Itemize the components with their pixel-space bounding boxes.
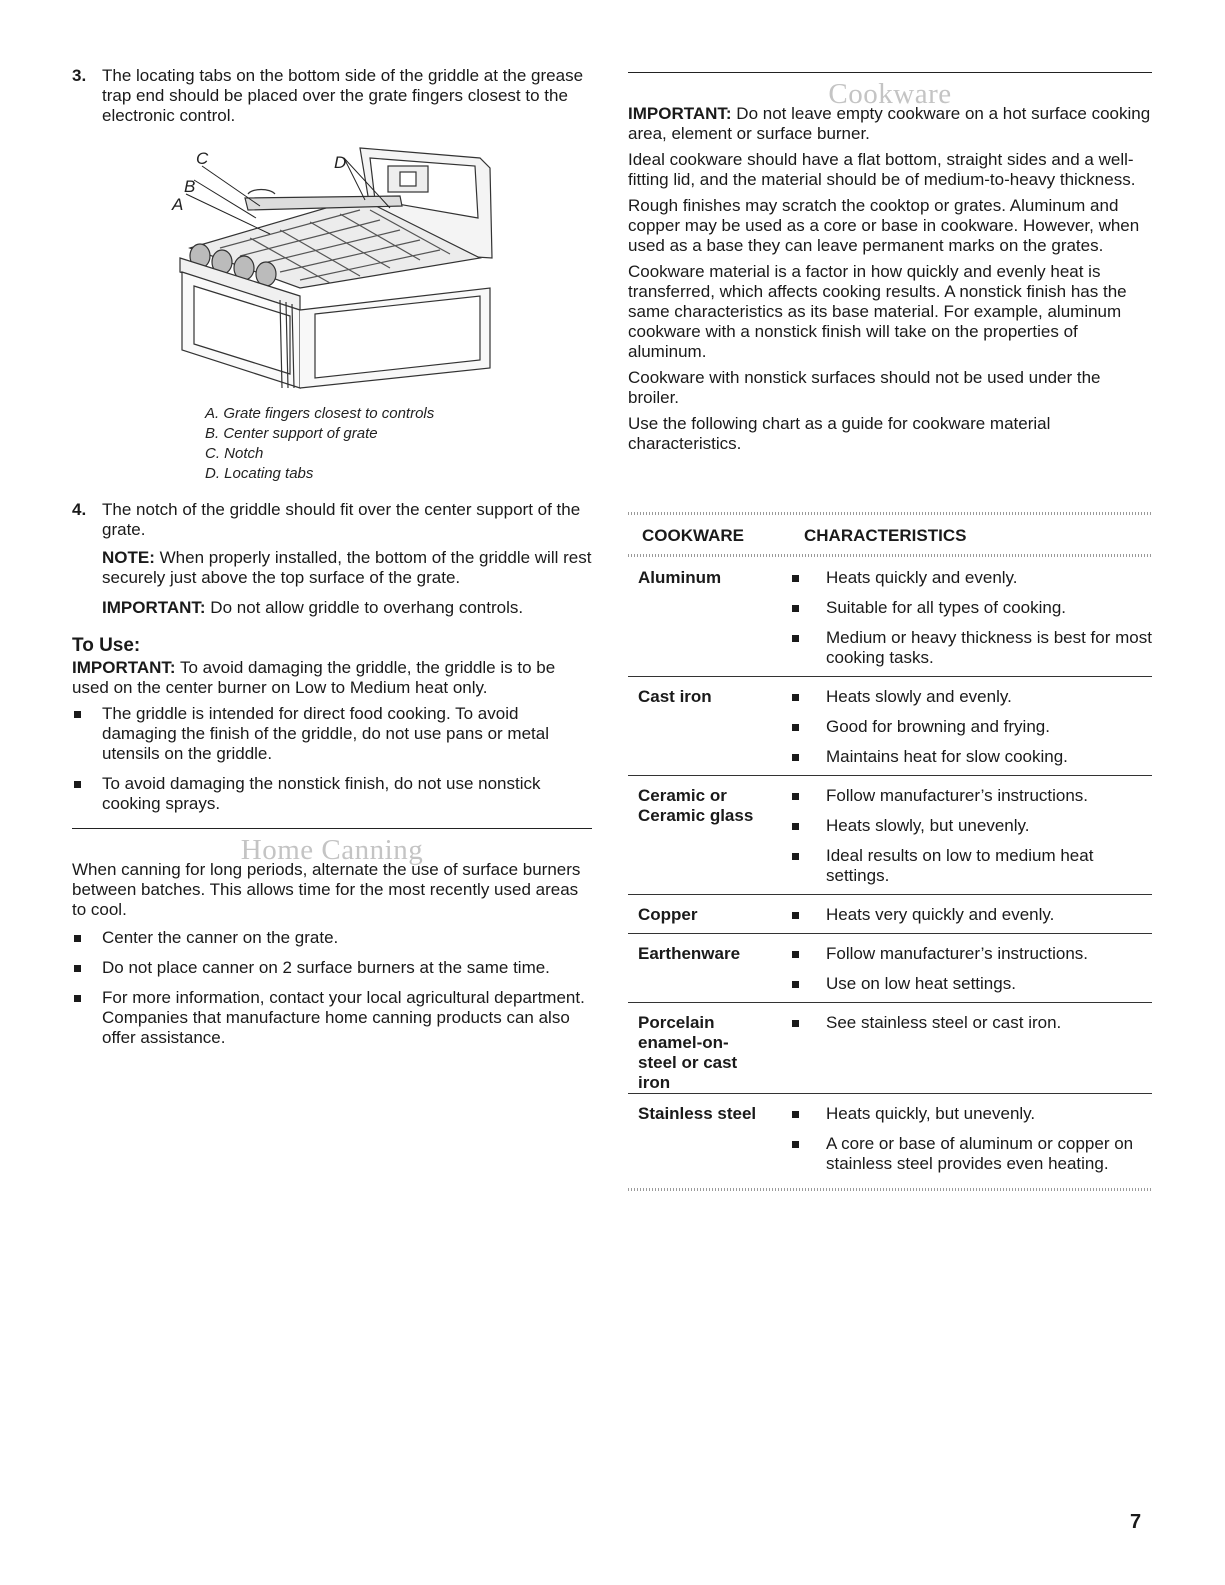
figure-label-c: C bbox=[196, 149, 209, 168]
characteristic: Good for browning and frying. bbox=[796, 717, 1152, 737]
characteristic: Medium or heavy thickness is best for most cooking tasks. bbox=[796, 628, 1152, 668]
characteristic: A core or base of aluminum or copper on stainless steel provides even heating. bbox=[796, 1134, 1152, 1174]
important-paragraph bbox=[102, 598, 592, 618]
table-header-characteristics: CHARACTERISTICS bbox=[804, 526, 967, 545]
home-canning-section bbox=[72, 834, 592, 1048]
important-label: IMPORTANT: bbox=[102, 598, 206, 617]
material-name: Cast iron bbox=[638, 687, 712, 706]
step-4 bbox=[72, 500, 592, 618]
characteristic: Ideal results on low to medium heat settings. bbox=[796, 846, 1152, 886]
step-number: 3. bbox=[72, 66, 87, 85]
page-number: 7 bbox=[1130, 1511, 1142, 1533]
figure-captions bbox=[205, 404, 505, 484]
step-text: The notch of the griddle should fit over the center support of the grate. bbox=[102, 500, 581, 539]
table-header-cookware: COOKWARE bbox=[642, 526, 744, 545]
material-name: Ceramic or Ceramic glass bbox=[638, 786, 754, 825]
section-divider bbox=[72, 828, 592, 829]
cookware-paragraph: Cookware with nonstick surfaces should not be used under the broiler. bbox=[628, 368, 1101, 407]
characteristic: Use on low heat settings. bbox=[796, 974, 1152, 994]
material-name: Copper bbox=[638, 905, 698, 924]
material-characteristics bbox=[796, 568, 1152, 668]
table-row bbox=[628, 776, 1152, 895]
caption-d: D. Locating tabs bbox=[205, 465, 314, 482]
cookware-paragraph: Ideal cookware should have a flat bottom, straight sides and a well-fitting lid, and the material should be of medium-to-heavy thickness. bbox=[628, 150, 1136, 189]
step-text: The locating tabs on the bottom side of the griddle at the grease trap end should be placed over the grate fingers closest to the electronic control. bbox=[102, 66, 584, 125]
table-row bbox=[628, 895, 1152, 934]
important-label: IMPORTANT: bbox=[72, 658, 176, 677]
cookware-section bbox=[628, 78, 1152, 454]
caption-a: A. Grate fingers closest to controls bbox=[205, 405, 435, 422]
home-canning-bullet: Center the canner on the grate. bbox=[72, 928, 592, 948]
cookware-paragraph: Cookware material is a factor in how quickly and evenly heat is transferred, which affects cooking results. A nonstick finish has the same characteristics as its base material. For example, aluminum cookware with a nonstick finish will take on the properties of aluminum. bbox=[628, 262, 1127, 361]
home-canning-bullet: Do not place canner on 2 surface burners at the same time. bbox=[72, 958, 592, 978]
table-row bbox=[628, 1094, 1152, 1182]
table-header-rule bbox=[628, 554, 1152, 557]
material-name: Earthenware bbox=[638, 944, 741, 963]
material-name: Porcelain enamel-on-steel or cast iron bbox=[638, 1013, 738, 1092]
characteristic: See stainless steel or cast iron. bbox=[796, 1013, 1152, 1033]
material-characteristics bbox=[796, 905, 1152, 925]
characteristic: Heats quickly and evenly. bbox=[796, 568, 1152, 588]
home-canning-title: Home Canning bbox=[240, 834, 424, 866]
table-row bbox=[628, 558, 1152, 677]
note-label: NOTE: bbox=[102, 548, 155, 567]
caption-c: C. Notch bbox=[205, 445, 264, 462]
figure-label-a: A bbox=[172, 195, 184, 214]
figure-label-b: B bbox=[184, 177, 196, 196]
cookware-paragraph: Use the following chart as a guide for cookware material characteristics. bbox=[628, 414, 1051, 453]
table-row bbox=[628, 677, 1152, 776]
section-divider bbox=[628, 72, 1152, 73]
characteristic: Follow manufacturer’s instructions. bbox=[796, 786, 1152, 806]
step-3 bbox=[72, 66, 592, 126]
cookware-paragraph: Rough finishes may scratch the cooktop or grates. Aluminum and copper may be used as a core or base in cookware. However, when used as a base they can leave permanent marks on the grates. bbox=[628, 196, 1140, 255]
important-text: Do not allow griddle to overhang controls. bbox=[205, 598, 524, 617]
note-paragraph bbox=[102, 548, 592, 588]
left-column bbox=[72, 66, 592, 126]
characteristic: Maintains heat for slow cooking. bbox=[796, 747, 1152, 767]
figure-label-d: D bbox=[334, 153, 347, 172]
to-use-heading: To Use: bbox=[72, 635, 141, 656]
to-use-important bbox=[72, 658, 592, 698]
home-canning-bullet: For more information, contact your local agricultural department. Companies that manufacture home canning products can also offer assistance. bbox=[72, 988, 592, 1048]
characteristic: Suitable for all types of cooking. bbox=[796, 598, 1152, 618]
table-row bbox=[628, 934, 1152, 1003]
material-characteristics bbox=[796, 944, 1152, 994]
step-4-block bbox=[72, 500, 592, 618]
to-use-section bbox=[72, 636, 592, 814]
characteristic: Heats slowly, but unevenly. bbox=[796, 816, 1152, 836]
characteristic: Heats very quickly and evenly. bbox=[796, 905, 1152, 925]
cookware-title: Cookware bbox=[828, 78, 952, 110]
material-characteristics bbox=[796, 1104, 1152, 1174]
griddle-illustration bbox=[160, 138, 510, 394]
important-text: Do not leave empty cookware on a hot surface cooking area, element or surface burner. bbox=[628, 104, 1151, 143]
material-characteristics bbox=[796, 1013, 1152, 1033]
material-characteristics bbox=[796, 687, 1152, 767]
home-canning-intro: When canning for long periods, alternate the use of surface burners between batches. This allows time for the most recently used areas to cool. bbox=[72, 860, 581, 919]
caption-b: B. Center support of grate bbox=[205, 425, 378, 442]
note-text: When properly installed, the bottom of the griddle will rest securely just above the top surface of the grate. bbox=[102, 548, 592, 587]
important-text: To avoid damaging the griddle, the griddle is to be used on the center burner on Low to Medium heat only. bbox=[72, 658, 556, 697]
to-use-bullet: The griddle is intended for direct food cooking. To avoid damaging the finish of the griddle, do not use pans or metal utensils on the griddle. bbox=[72, 704, 592, 764]
step-number: 4. bbox=[72, 500, 87, 519]
characteristic: Follow manufacturer’s instructions. bbox=[796, 944, 1152, 964]
material-name: Stainless steel bbox=[638, 1104, 757, 1123]
characteristic: Heats quickly, but unevenly. bbox=[796, 1104, 1152, 1124]
material-characteristics bbox=[796, 786, 1152, 886]
cookware-table bbox=[628, 558, 1152, 1191]
table-row bbox=[628, 1003, 1152, 1094]
characteristic: Heats slowly and evenly. bbox=[796, 687, 1152, 707]
range-drawing bbox=[160, 138, 510, 394]
to-use-bullet: To avoid damaging the nonstick finish, do not use nonstick cooking sprays. bbox=[72, 774, 592, 814]
material-name: Aluminum bbox=[638, 568, 722, 587]
important-label: IMPORTANT: bbox=[628, 104, 732, 123]
table-top-rule bbox=[628, 512, 1152, 515]
table-bottom-rule bbox=[628, 1188, 1152, 1191]
cookware-important bbox=[628, 104, 1152, 144]
